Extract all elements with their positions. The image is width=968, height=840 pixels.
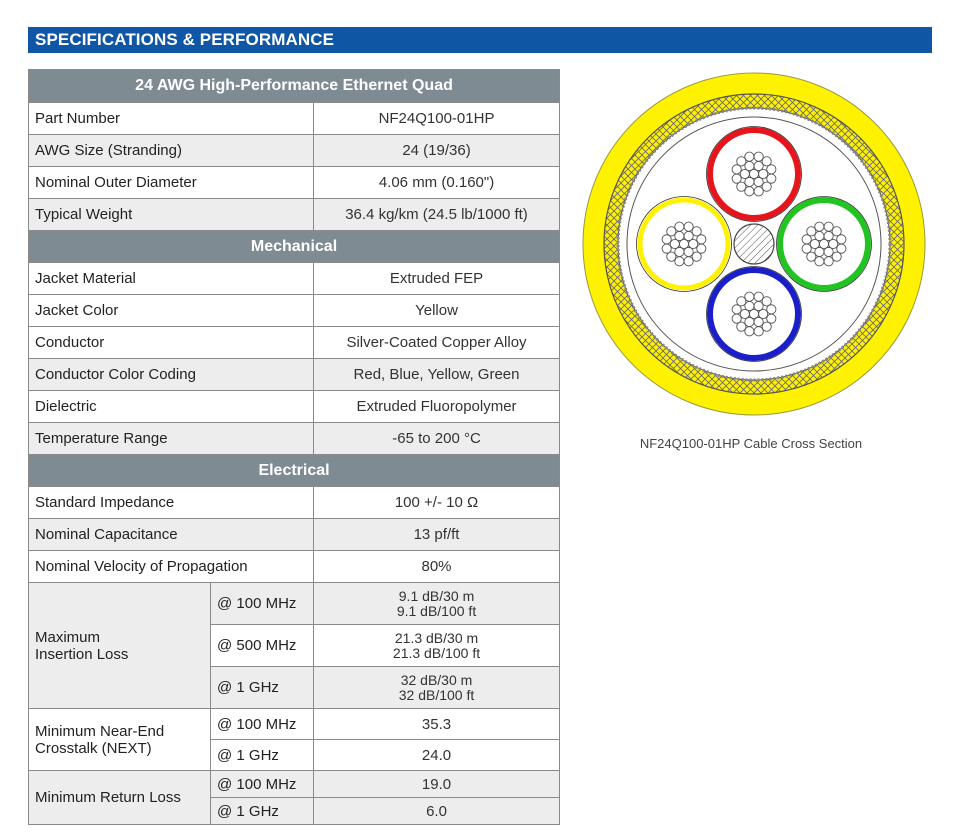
group-label-line: Minimum Near-End bbox=[35, 722, 165, 740]
conductor-strand bbox=[754, 177, 763, 186]
row-label: Dielectric bbox=[29, 391, 314, 423]
row-label: Typical Weight bbox=[29, 199, 314, 231]
conductor-strand bbox=[815, 222, 824, 231]
conductor-strand bbox=[754, 317, 763, 326]
core-filler bbox=[734, 224, 774, 264]
section-banner bbox=[28, 27, 932, 53]
table-row bbox=[29, 709, 560, 740]
row-label: Conductor bbox=[29, 327, 314, 359]
table-row bbox=[29, 199, 560, 231]
row-value bbox=[314, 583, 560, 625]
value-line: 32 dB/30 m bbox=[400, 671, 473, 688]
conductor-strand bbox=[697, 235, 706, 244]
row-value: 19.0 bbox=[314, 771, 560, 798]
row-value: 35.3 bbox=[314, 709, 560, 740]
next-label bbox=[29, 709, 211, 771]
value-line: 9.1 dB/100 ft bbox=[396, 602, 477, 619]
group-label-line: Maximum bbox=[35, 628, 101, 646]
table-row bbox=[29, 771, 560, 798]
value-line: 32 dB/100 ft bbox=[398, 686, 475, 703]
row-value: Extruded FEP bbox=[314, 263, 560, 295]
conductor-strand bbox=[815, 231, 824, 240]
row-value: 24 (19/36) bbox=[314, 135, 560, 167]
conductor-strand bbox=[684, 257, 693, 266]
conductor-strand bbox=[662, 244, 671, 253]
value-line: 21.3 dB/30 m bbox=[394, 629, 479, 646]
row-value: Yellow bbox=[314, 295, 560, 327]
section-title: SPECIFICATIONS & PERFORMANCE bbox=[35, 30, 335, 49]
row-label: Temperature Range bbox=[29, 423, 314, 455]
row-value: 80% bbox=[314, 551, 560, 583]
table-title: 24 AWG High-Performance Ethernet Quad bbox=[29, 70, 560, 103]
value-line: 21.3 dB/100 ft bbox=[392, 644, 481, 661]
row-label: Nominal Velocity of Propagation bbox=[29, 551, 314, 583]
conductor-strand bbox=[732, 174, 741, 183]
table-row bbox=[29, 263, 560, 295]
row-value: 4.06 mm (0.160") bbox=[314, 167, 560, 199]
group-label-line: Crosstalk (NEXT) bbox=[35, 739, 152, 757]
row-value bbox=[314, 667, 560, 709]
conductor-strand bbox=[745, 161, 754, 170]
row-value: Red, Blue, Yellow, Green bbox=[314, 359, 560, 391]
row-label: Jacket Color bbox=[29, 295, 314, 327]
freq-label: @ 1 GHz bbox=[211, 798, 314, 825]
table-row bbox=[29, 295, 560, 327]
row-label: Nominal Capacitance bbox=[29, 519, 314, 551]
conductor-strand bbox=[802, 244, 811, 253]
conductor-strand bbox=[675, 231, 684, 240]
row-value: -65 to 200 °C bbox=[314, 423, 560, 455]
table-row bbox=[29, 487, 560, 519]
conductor-strand bbox=[824, 231, 833, 240]
freq-label: @ 100 MHz bbox=[211, 709, 314, 740]
conductor-strand bbox=[684, 231, 693, 240]
conductor-strand bbox=[675, 222, 684, 231]
row-value: 6.0 bbox=[314, 798, 560, 825]
table-row bbox=[29, 423, 560, 455]
row-value: NF24Q100-01HP bbox=[314, 103, 560, 135]
freq-label: @ 1 GHz bbox=[211, 667, 314, 709]
figure-caption: NF24Q100-01HP Cable Cross Section bbox=[639, 436, 863, 451]
freq-label: @ 100 MHz bbox=[211, 771, 314, 798]
table-row bbox=[29, 551, 560, 583]
row-label: AWG Size (Stranding) bbox=[29, 135, 314, 167]
row-value: Silver-Coated Copper Alloy bbox=[314, 327, 560, 359]
conductor-strand bbox=[745, 301, 754, 310]
row-value bbox=[314, 625, 560, 667]
cable-cross-section bbox=[579, 71, 933, 417]
mechanical-header: Mechanical bbox=[29, 231, 560, 263]
table-row bbox=[29, 391, 560, 423]
row-value: 100 +/- 10 Ω bbox=[314, 487, 560, 519]
return-loss-label: Minimum Return Loss bbox=[29, 771, 211, 825]
table-row bbox=[29, 135, 560, 167]
table-row bbox=[29, 583, 560, 625]
spec-table bbox=[28, 69, 560, 825]
conductor-strand bbox=[754, 187, 763, 196]
freq-label: @ 500 MHz bbox=[211, 625, 314, 667]
row-value: 13 pf/ft bbox=[314, 519, 560, 551]
conductor-strand bbox=[745, 152, 754, 161]
electrical-header: Electrical bbox=[29, 455, 560, 487]
freq-label: @ 1 GHz bbox=[211, 740, 314, 771]
conductor-strand bbox=[754, 161, 763, 170]
row-label: Nominal Outer Diameter bbox=[29, 167, 314, 199]
conductor-strand bbox=[732, 314, 741, 323]
conductor-strand bbox=[824, 247, 833, 256]
row-label: Part Number bbox=[29, 103, 314, 135]
table-row bbox=[29, 359, 560, 391]
table-row bbox=[29, 103, 560, 135]
row-value: 24.0 bbox=[314, 740, 560, 771]
insertion-loss-label bbox=[29, 583, 211, 709]
conductor-strand bbox=[767, 165, 776, 174]
row-label: Conductor Color Coding bbox=[29, 359, 314, 391]
conductor-strand bbox=[837, 235, 846, 244]
conductor-strand bbox=[754, 327, 763, 336]
conductor-strand bbox=[754, 301, 763, 310]
table-row bbox=[29, 167, 560, 199]
row-label: Standard Impedance bbox=[29, 487, 314, 519]
conductor-strand bbox=[767, 305, 776, 314]
value-line: 9.1 dB/30 m bbox=[398, 587, 475, 604]
conductor-strand bbox=[745, 292, 754, 301]
group-label-line: Insertion Loss bbox=[35, 645, 129, 663]
conductor-strand bbox=[824, 257, 833, 266]
row-value: Extruded Fluoropolymer bbox=[314, 391, 560, 423]
table-row bbox=[29, 519, 560, 551]
table-row bbox=[29, 327, 560, 359]
conductor-strand bbox=[684, 247, 693, 256]
row-label: Jacket Material bbox=[29, 263, 314, 295]
row-value: 36.4 kg/km (24.5 lb/1000 ft) bbox=[314, 199, 560, 231]
freq-label: @ 100 MHz bbox=[211, 583, 314, 625]
